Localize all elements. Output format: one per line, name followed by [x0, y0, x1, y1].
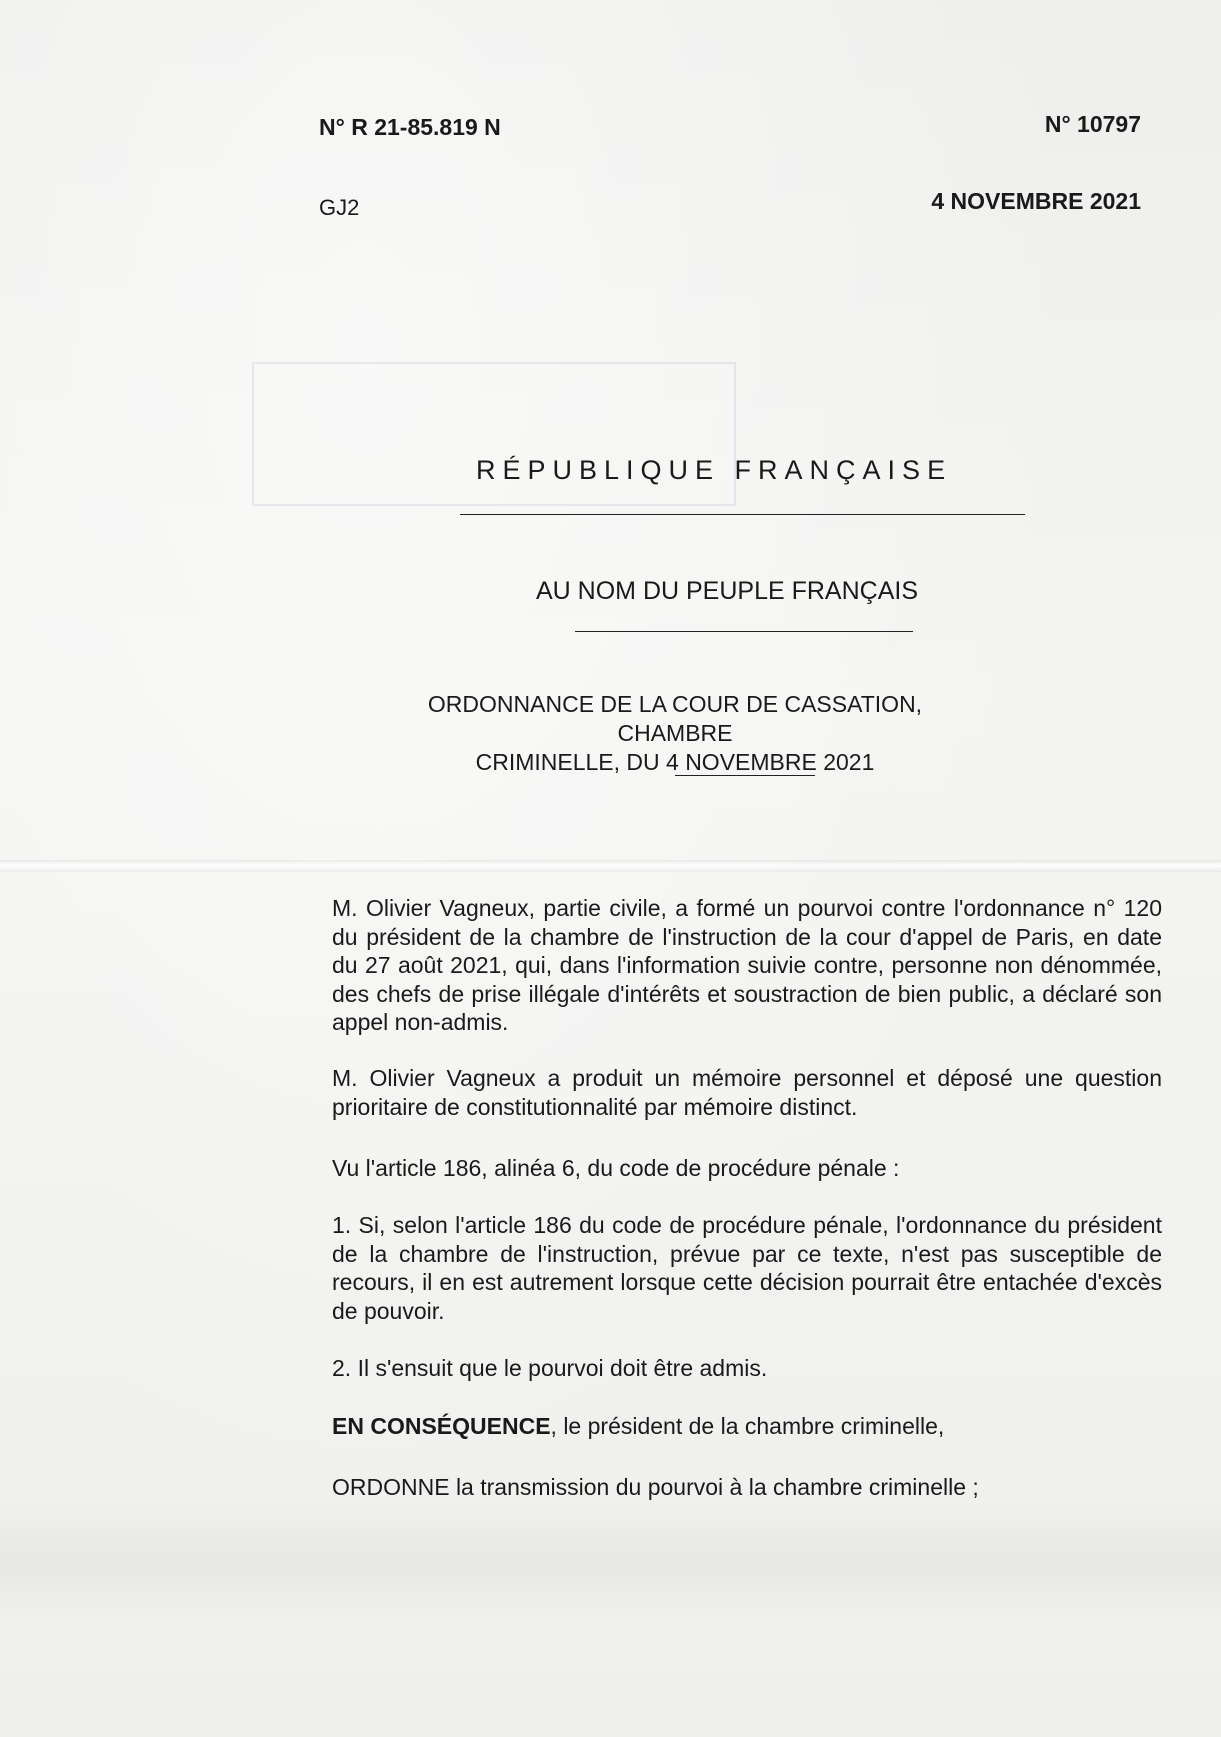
ordonnance-title: [380, 690, 970, 777]
paragraph-pourvoi: M. Olivier Vagneux, partie civile, a formé un pourvoi contre l'ordonnance n° 120 du président de la chambre de l'instruction de la cour d'appel de Paris, en date du 27 août 2021, qui, dans l'information suivie contre, personne non dénommée, des chefs de prise illégale d'intérêts et soustraction de bien public, a déclaré son appel non-admis.: [332, 895, 1162, 1035]
divider: [575, 631, 913, 632]
divider: [460, 514, 1025, 515]
ordonnance-title-line: CRIMINELLE, DU 4 NOVEMBRE 2021: [475, 749, 875, 775]
paragraph-ordonne: ORDONNE la transmission du pourvoi à la chambre criminelle ;: [332, 1474, 979, 1500]
consequence-lead: EN CONSÉQUENCE: [332, 1413, 551, 1439]
paragraph-point-2: 2. Il s'ensuit que le pourvoi doit être admis.: [332, 1355, 768, 1381]
republic-heading: RÉPUBLIQUE FRANÇAISE: [476, 455, 953, 485]
paper-fold: [0, 860, 1221, 872]
scan-shadow: [0, 1500, 1221, 1620]
chamber-code: GJ2: [319, 195, 360, 220]
paragraph-memoire: M. Olivier Vagneux a produit un mémoire personnel et déposé une question prioritaire de constitutionnalité par mémoire distinct.: [332, 1065, 1162, 1120]
decision-number: N° 10797: [1044, 111, 1141, 137]
paragraph-vu: Vu l'article 186, alinéa 6, du code de procédure pénale :: [332, 1155, 900, 1181]
paragraph-point-1: 1. Si, selon l'article 186 du code de procédure pénale, l'ordonnance du président de la chambre de l'instruction, prévue par ce texte, n'est pas susceptible de recours, il en est autrement lorsque cette décision pourrait être entachée d'excès de pouvoir.: [332, 1212, 1162, 1324]
divider: [675, 775, 815, 776]
consequence-rest: , le président de la chambre criminelle,: [550, 1413, 945, 1439]
paragraph-consequence: [332, 1412, 1162, 1441]
ordonnance-title-line: ORDONNANCE DE LA COUR DE CASSATION, CHAMBRE: [427, 691, 923, 746]
decision-date: 4 NOVEMBRE 2021: [931, 188, 1141, 214]
case-number: N° R 21-85.819 N: [319, 114, 501, 140]
people-heading: AU NOM DU PEUPLE FRANÇAIS: [536, 577, 919, 605]
